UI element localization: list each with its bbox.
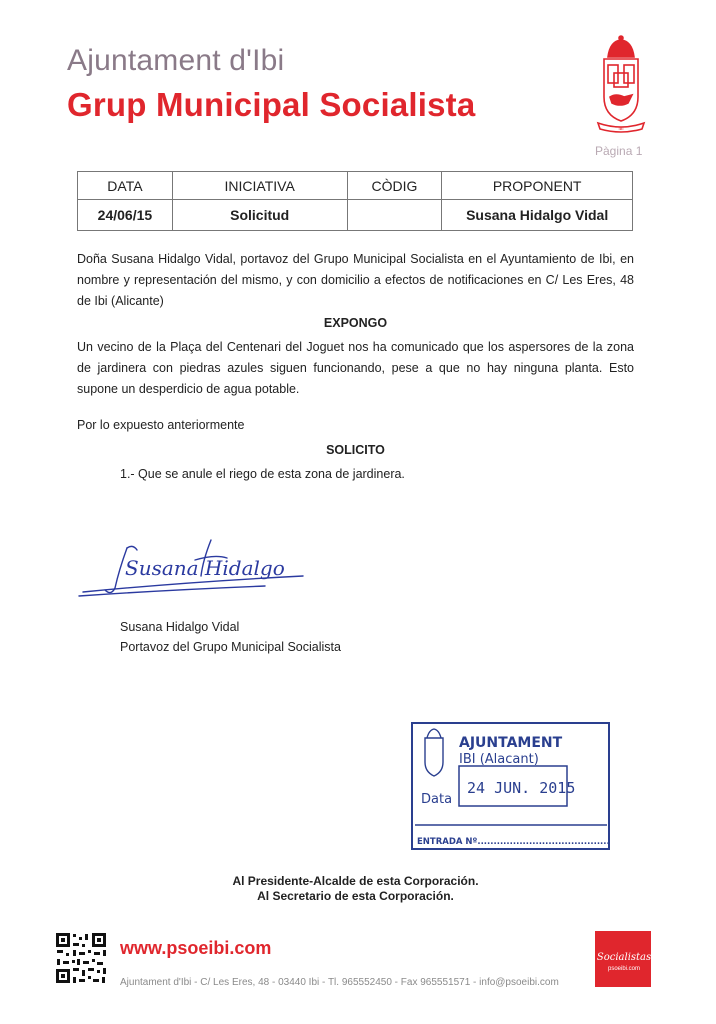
info-table [77,171,633,231]
svg-text:Data: Data [421,792,453,807]
header-title-group: Grup Municipal Socialista [67,86,476,123]
value-proponent: Susana Hidalgo Vidal [442,200,633,231]
coat-of-arms-icon [590,35,652,135]
header-title-municipality: Ajuntament d'Ibi [67,44,285,77]
signer-role: Portavoz del Grupo Municipal Socialista [120,640,341,654]
socialistas-logo-url: psoeibi.com [607,966,640,972]
svg-text:ENTRADA Nº....................: ENTRADA Nº......................................... [417,837,610,847]
footer-address: Ajuntament d'Ibi - C/ Les Eres, 48 - 03440 Ibi - Tl. 965552450 - Fax 965551571 - info@psoeibi.com [120,977,559,988]
handwritten-signature [75,530,305,600]
value-initiative: Solicitud [172,200,347,231]
page-number: Pàgina 1 [595,144,643,158]
signer-name: Susana Hidalgo Vidal [120,620,240,634]
qr-code-icon [55,932,107,984]
header-proponent: PROPONENT [442,172,633,200]
header-data: DATA [78,172,173,200]
solicito-heading: SOLICITO [326,443,385,457]
addressee-secretary: Al Secretario de esta Corporación. [257,889,454,903]
svg-text:IBI (Alacant): IBI (Alacant) [459,752,539,767]
addressee-president: Al Presidente-Alcalde de esta Corporación. [232,874,479,888]
info-table-header-row [78,172,633,200]
por-lo-expuesto: Por lo expuesto anteriormente [77,418,245,432]
value-code [347,200,442,231]
info-table-value-row [78,200,633,231]
entry-stamp [411,722,610,850]
website-link[interactable]: www.psoeibi.com [120,938,272,958]
header-codig: CÒDIG [347,172,442,200]
svg-text:24 JUN. 2015: 24 JUN. 2015 [467,779,576,797]
value-date: 24/06/15 [78,200,173,231]
socialistas-logo-text: Socialistas [596,952,652,963]
svg-text:IBI: IBI [618,126,624,131]
expongo-paragraph: Un vecino de la Plaça del Centenari del Joguet nos ha comunicado que los aspersores de la zona de jardinera con piedras azules siguen funcionando, pese a que no hay ninguna planta. Esto supone un desperdicio de agua potable. [77,340,634,396]
solicito-item: 1.- Que se anule el riego de esta zona de jardinera. [120,467,405,481]
svg-text:AJUNTAMENT: AJUNTAMENT [459,735,563,751]
expongo-heading: EXPONGO [323,316,388,330]
svg-text:Susana Hidalgo: Susana Hidalgo [125,556,285,580]
header-iniciativa: INICIATIVA [172,172,347,200]
intro-paragraph: Doña Susana Hidalgo Vidal, portavoz del Grupo Municipal Socialista en el Ayuntamiento de Ibi, en nombre y representación del mismo, y con domicilio a efectos de notificaciones en C/ Les Eres, 48 de Ibi (Alicante) [77,252,634,308]
